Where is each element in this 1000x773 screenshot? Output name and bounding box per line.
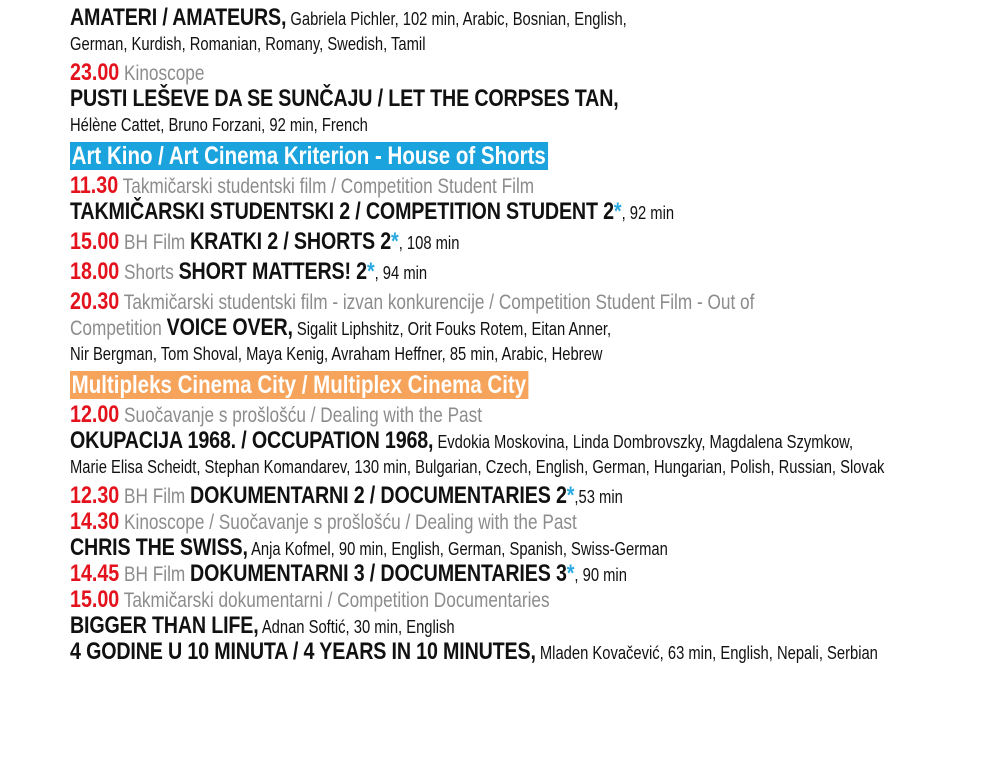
screening-time: 14.45 bbox=[70, 560, 120, 587]
screening-time: 12.30 bbox=[70, 482, 120, 509]
screening-time: 11.30 bbox=[70, 172, 119, 199]
film-entry bbox=[70, 638, 878, 666]
film-entry bbox=[70, 316, 829, 342]
screening-slot bbox=[70, 260, 829, 286]
screening-slot bbox=[70, 562, 829, 588]
film-entry bbox=[70, 87, 829, 113]
program-name: Takmičarski studentski film - izvan konkurencije / Competition Student Film - Out of bbox=[119, 291, 755, 314]
film-details-continued bbox=[70, 455, 885, 480]
screening-time: 14.30 bbox=[70, 508, 120, 535]
venue-label: Art Kino / Art Cinema Kriterion - House of Shorts bbox=[70, 142, 548, 170]
film-details-continued bbox=[70, 113, 829, 138]
screening-slot bbox=[70, 588, 829, 614]
film-title: 4 GODINE U 10 MINUTA / 4 YEARS IN 10 MINUTES, bbox=[70, 638, 536, 665]
film-title: TAKMIČARSKI STUDENTSKI 2 / COMPETITION STUDENT 2 bbox=[70, 198, 614, 225]
film-details: , 90 min bbox=[574, 565, 627, 585]
screening-slot bbox=[70, 61, 829, 87]
film-details: Hélène Cattet, Bruno Forzani, 92 min, French bbox=[70, 115, 368, 135]
film-title: OKUPACIJA 1968. / OCCUPATION 1968, bbox=[70, 427, 434, 454]
screening-slot bbox=[70, 230, 829, 256]
film-title: BIGGER THAN LIFE, bbox=[70, 612, 259, 639]
asterisk-mark: * bbox=[566, 482, 575, 509]
film-title: KRATKI 2 / SHORTS 2 bbox=[190, 228, 392, 255]
venue-label: Multipleks Cinema City / Multiplex Cinema City bbox=[70, 371, 529, 399]
film-title: AMATERI / AMATEURS, bbox=[70, 4, 287, 31]
film-entry bbox=[70, 536, 829, 562]
film-details: German, Kurdish, Romanian, Romany, Swedish, Tamil bbox=[70, 34, 426, 54]
program-name: Takmičarski studentski film / Competition Student Film bbox=[118, 175, 535, 198]
film-details: Marie Elisa Scheidt, Stephan Komandarev, 130 min, Bulgarian, Czech, English, German, Hungarian, Polish, Russian, Slovak bbox=[70, 457, 885, 477]
venue-heading bbox=[70, 142, 829, 174]
screening-slot bbox=[70, 510, 829, 536]
program-name: BH Film bbox=[119, 231, 191, 254]
program-name: Takmičarski dokumentarni / Competition Documentaries bbox=[119, 589, 550, 612]
film-details-continued bbox=[70, 32, 829, 57]
film-details: Mladen Kovačević, 63 min, English, Nepali, Serbian bbox=[535, 643, 878, 663]
film-details-continued bbox=[70, 342, 829, 367]
festival-schedule bbox=[70, 6, 995, 666]
film-details: ,53 min bbox=[574, 487, 623, 507]
screening-time: 15.00 bbox=[70, 228, 120, 255]
film-title: CHRIS THE SWISS, bbox=[70, 534, 248, 561]
film-details: Anja Kofmel, 90 min, English, German, Spanish, Swiss-German bbox=[247, 539, 668, 559]
screening-time: 15.00 bbox=[70, 586, 120, 613]
screening-slot bbox=[70, 484, 829, 510]
film-entry bbox=[70, 6, 829, 32]
screening-time: 12.00 bbox=[70, 401, 120, 428]
film-title: VOICE OVER, bbox=[166, 314, 293, 341]
program-name: Kinoscope bbox=[119, 62, 205, 85]
screening-slot bbox=[70, 290, 829, 316]
film-title: PUSTI LEŠEVE DA SE SUNČAJU / LET THE CORPSES TAN, bbox=[70, 85, 619, 112]
film-details: Adnan Softić, 30 min, English bbox=[258, 617, 455, 637]
film-entry bbox=[70, 200, 829, 226]
film-title: SHORT MATTERS! 2 bbox=[178, 258, 367, 285]
film-details: , 92 min bbox=[621, 203, 675, 223]
screening-slot bbox=[70, 174, 829, 200]
film-details: , 108 min bbox=[398, 233, 460, 253]
film-entry bbox=[70, 427, 854, 455]
film-details: Sigalit Liphshitz, Orit Fouks Rotem, Eitan Anner, bbox=[292, 319, 612, 339]
screening-time: 18.00 bbox=[70, 258, 120, 285]
program-name: Competition bbox=[70, 317, 167, 340]
screening-time: 23.00 bbox=[70, 59, 120, 86]
screening-slot bbox=[70, 403, 829, 429]
program-name: Shorts bbox=[119, 261, 179, 284]
program-name: Suočavanje s prošlošću / Dealing with the Past bbox=[119, 404, 483, 427]
program-name: BH Film bbox=[119, 563, 191, 586]
asterisk-mark: * bbox=[391, 228, 399, 255]
program-name: Kinoscope / Suočavanje s prošlošću / Dealing with the Past bbox=[119, 511, 577, 534]
film-title: DOKUMENTARNI 3 / DOCUMENTARIES 3 bbox=[190, 560, 567, 587]
venue-heading bbox=[70, 371, 829, 403]
asterisk-mark: * bbox=[613, 198, 622, 225]
asterisk-mark: * bbox=[566, 560, 575, 587]
film-details: Evdokia Moskovina, Linda Dombrovszky, Magdalena Szymkow, bbox=[433, 432, 854, 452]
program-name: BH Film bbox=[119, 485, 191, 508]
film-details: Nir Bergman, Tom Shoval, Maya Kenig, Avraham Heffner, 85 min, Arabic, Hebrew bbox=[70, 344, 603, 364]
asterisk-mark: * bbox=[366, 258, 375, 285]
screening-time: 20.30 bbox=[70, 288, 120, 315]
film-details: Gabriela Pichler, 102 min, Arabic, Bosnian, English, bbox=[286, 9, 627, 29]
film-entry bbox=[70, 614, 829, 640]
film-details: , 94 min bbox=[374, 263, 428, 283]
film-title: DOKUMENTARNI 2 / DOCUMENTARIES 2 bbox=[190, 482, 567, 509]
